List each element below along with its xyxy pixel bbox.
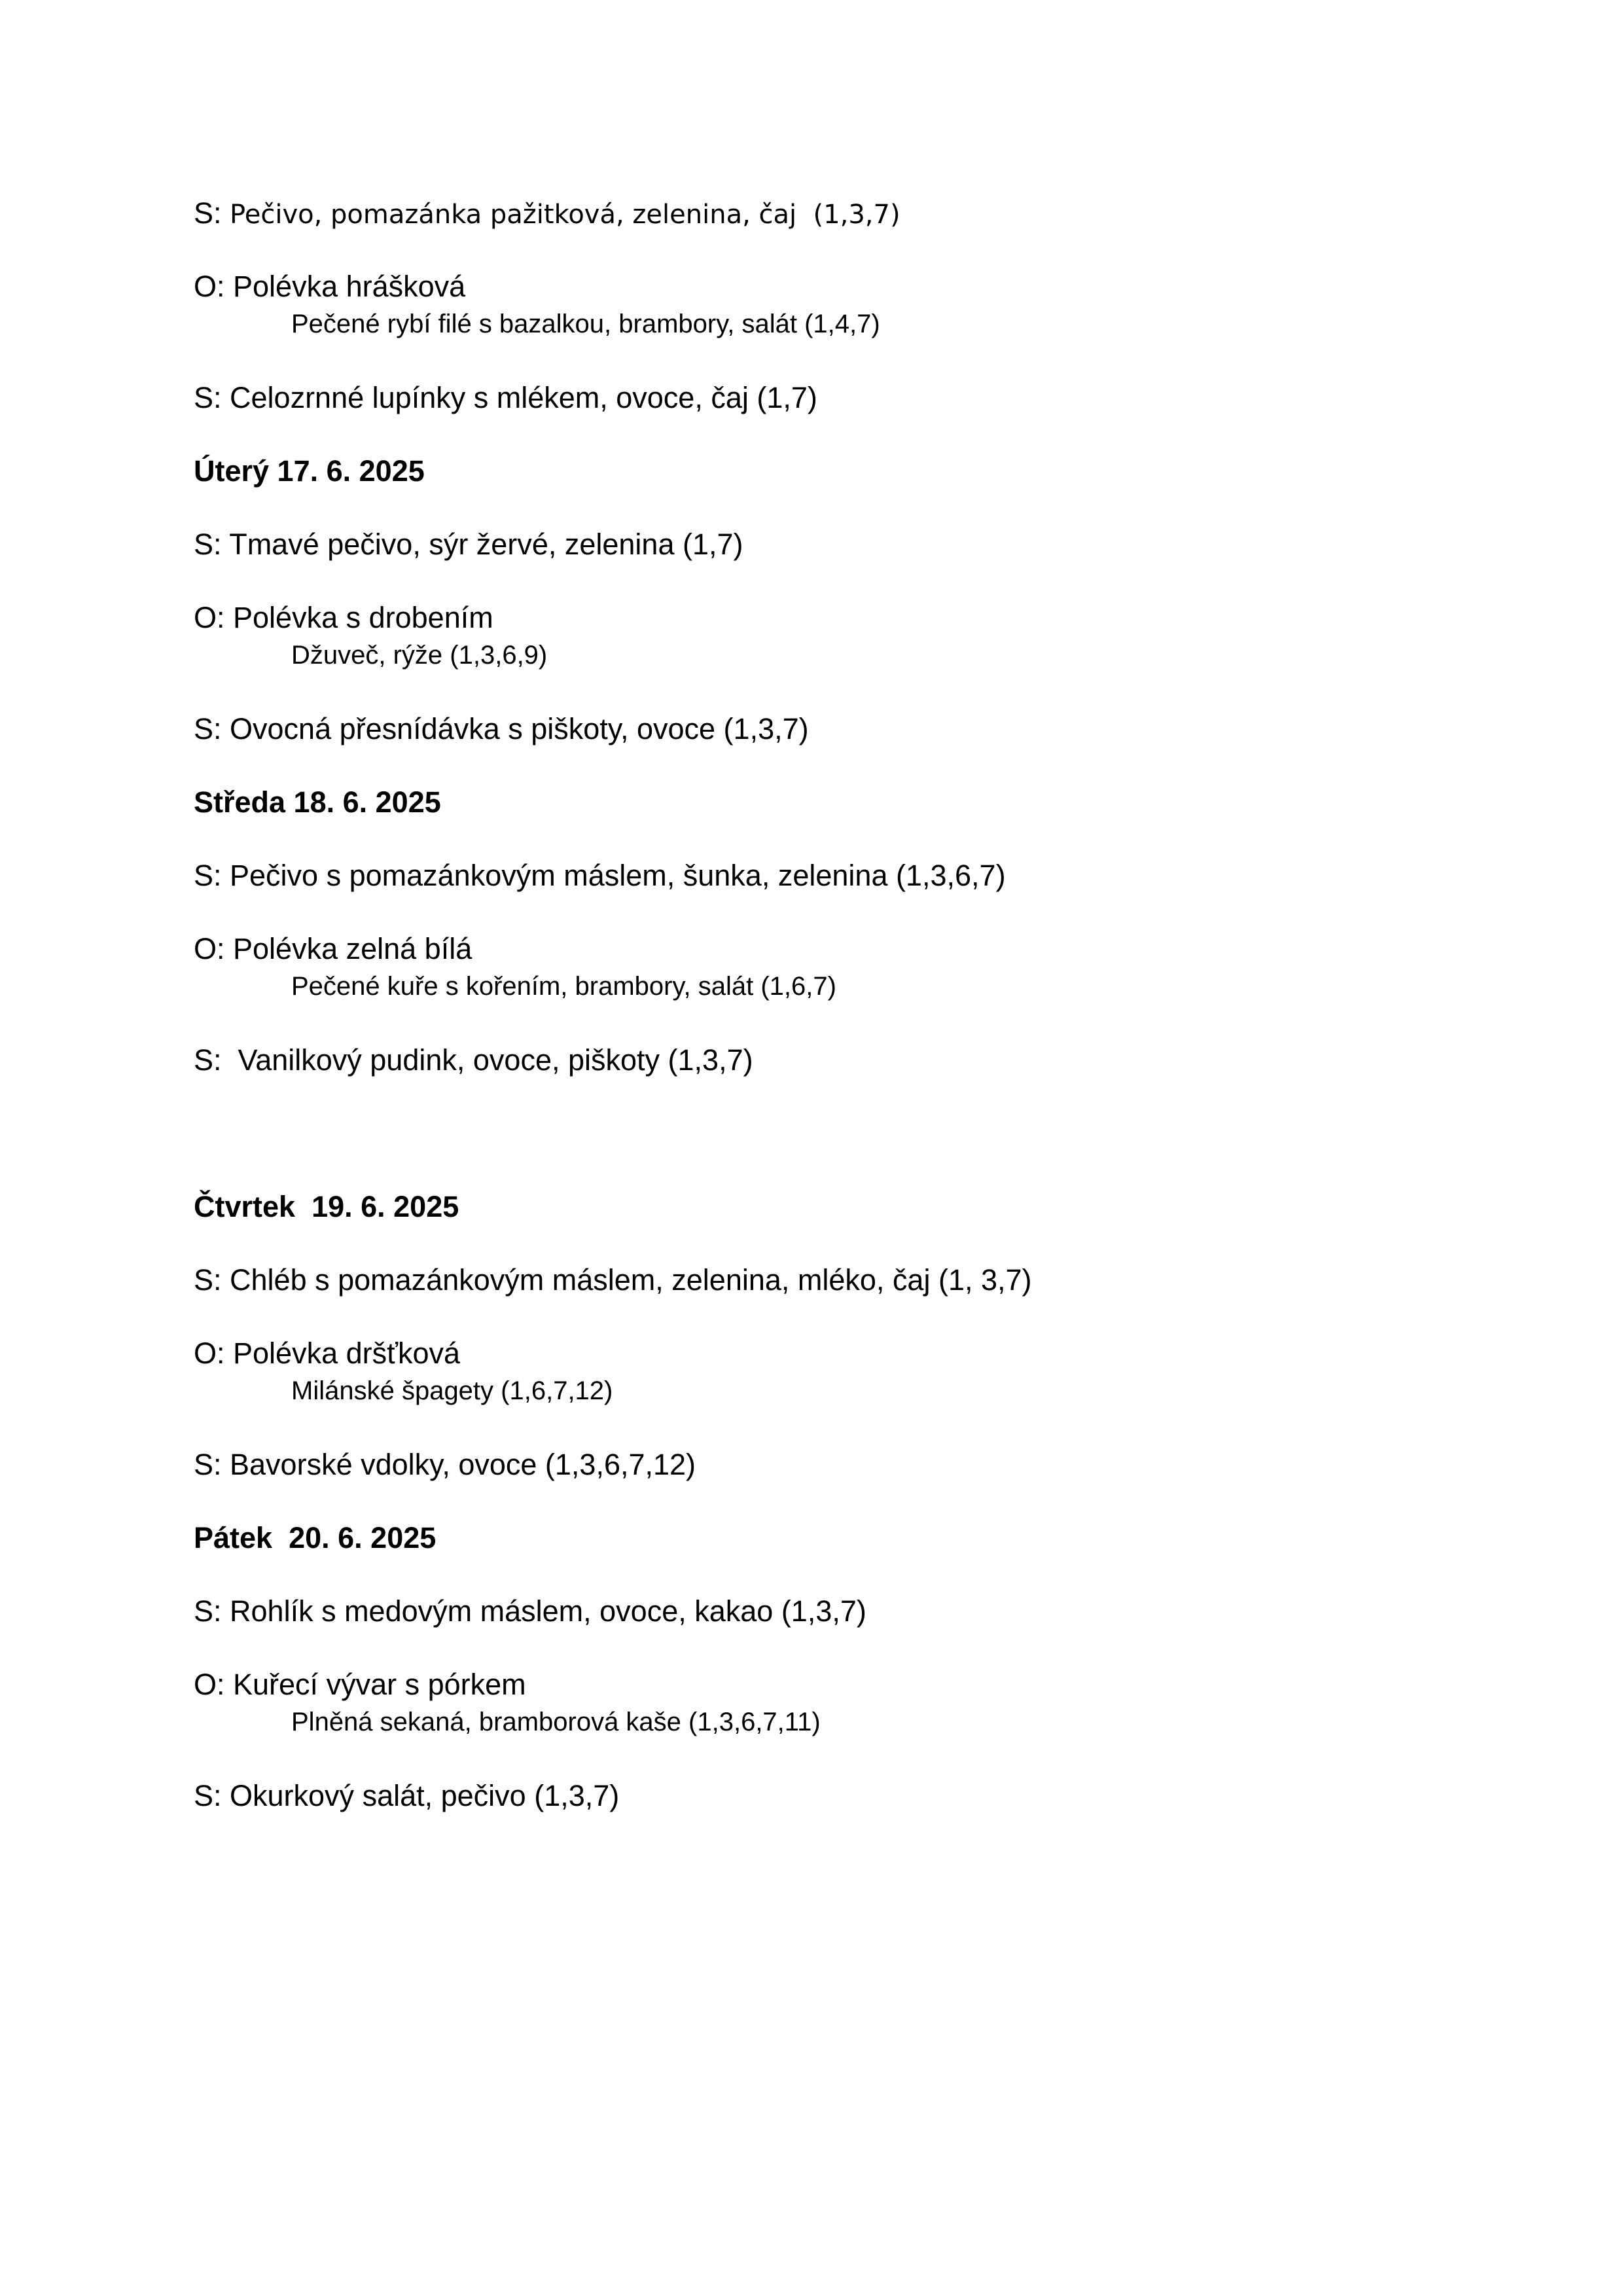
friday-lunch-soup: O: Kuřecí vývar s pórkem xyxy=(194,1668,526,1701)
day-title-thursday: Čtvrtek 19. 6. 2025 xyxy=(194,1190,459,1223)
friday-morning-snack: S: Rohlík s medovým máslem, ovoce, kakao (1,3,7) xyxy=(194,1594,866,1628)
snack-text: Pečivo, pomazánka pažitková, zelenina, čaj (1,3,7) xyxy=(230,200,901,230)
monday-afternoon-snack: S: Celozrnné lupínky s mlékem, ovoce, čaj (1,7) xyxy=(194,381,817,414)
wednesday-afternoon-snack: S: Vanilkový pudink, ovoce, piškoty (1,3,7) xyxy=(194,1043,753,1077)
tuesday-lunch-soup: O: Polévka s drobením xyxy=(194,601,493,634)
wednesday-lunch-soup: O: Polévka zelná bílá xyxy=(194,932,473,965)
thursday-lunch-soup: O: Polévka dršťková xyxy=(194,1336,461,1370)
thursday-afternoon-snack: S: Bavorské vdolky, ovoce (1,3,6,7,12) xyxy=(194,1448,696,1481)
monday-morning-snack xyxy=(194,196,901,230)
day-title-tuesday: Úterý 17. 6. 2025 xyxy=(194,454,425,488)
friday-afternoon-snack: S: Okurkový salát, pečivo (1,3,7) xyxy=(194,1779,620,1812)
monday-lunch-soup: O: Polévka hrášková xyxy=(194,270,466,303)
thursday-morning-snack: S: Chléb s pomazánkovým máslem, zelenina, mléko, čaj (1, 3,7) xyxy=(194,1263,1032,1297)
day-title-friday: Pátek 20. 6. 2025 xyxy=(194,1521,437,1554)
wednesday-morning-snack: S: Pečivo s pomazánkovým máslem, šunka, zelenina (1,3,6,7) xyxy=(194,859,1006,892)
tuesday-lunch-main: Džuveč, rýže (1,3,6,9) xyxy=(291,641,548,670)
tuesday-afternoon-snack: S: Ovocná přesnídávka s piškoty, ovoce (1,3,7) xyxy=(194,712,809,745)
wednesday-lunch-main: Pečené kuře s kořením, brambory, salát (1,6,7) xyxy=(291,972,836,1001)
snack-prefix: S: xyxy=(194,196,230,230)
friday-lunch-main: Plněná sekaná, bramborová kaše (1,3,6,7,11) xyxy=(291,1708,821,1736)
thursday-lunch-main: Milánské špagety (1,6,7,12) xyxy=(291,1376,613,1405)
day-title-wednesday: Středa 18. 6. 2025 xyxy=(194,785,441,819)
monday-lunch-main: Pečené rybí filé s bazalkou, brambory, salát (1,4,7) xyxy=(291,310,880,338)
tuesday-morning-snack: S: Tmavé pečivo, sýr žervé, zelenina (1,7) xyxy=(194,528,743,561)
